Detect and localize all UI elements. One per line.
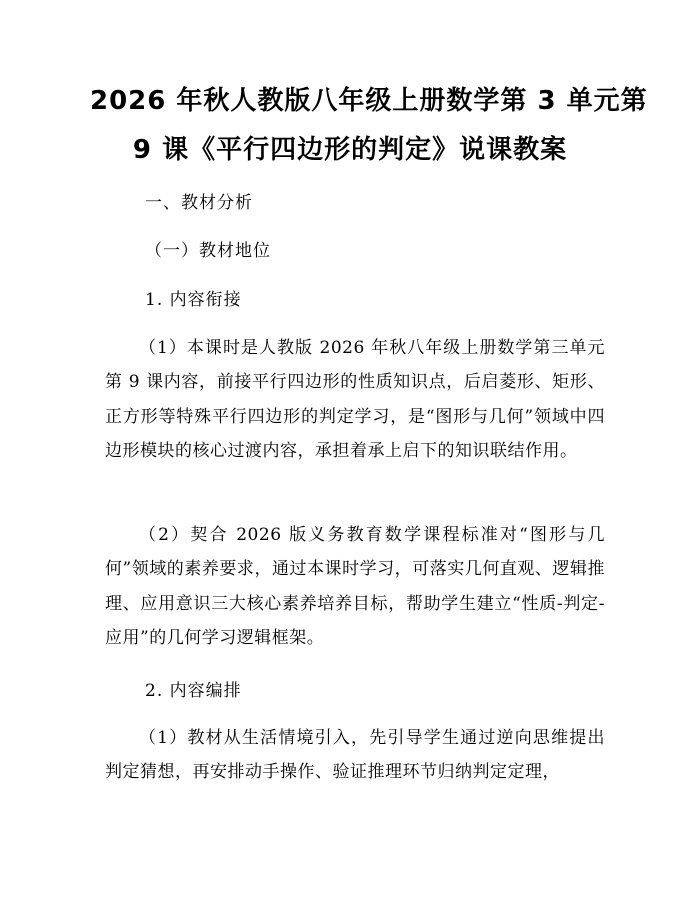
document-title-line-2: 9 课《平行四边形的判定》说课教案 (132, 135, 568, 165)
item-heading-content-arrangement: 2. 内容编排 (145, 681, 242, 701)
paragraph-2: （2）契合 2026 版义务教育数学课程标准对“图形与几何”领域的素养要求，通过本课时学习，可落实几何直观、逻辑推理、应用意识三大核心素养培养目标，帮助学生建立“性质-判定-应用”的几何学习逻辑框架。 (105, 525, 605, 649)
section-heading-textbook-analysis: 一、教材分析 (145, 193, 253, 213)
item-heading-content-connection: 1. 内容衔接 (145, 290, 242, 310)
subsection-heading-textbook-status: （一）教材地位 (145, 241, 271, 261)
paragraph-3: （1）教材从生活情境引入，先引导学生通过逆向思维提出判定猜想，再安排动手操作、验证推理环节归纳判定定理， (105, 728, 605, 783)
paragraph-1: （1）本课时是人教版 2026 年秋八年级上册数学第三单元第 9 课内容，前接平行四边形的性质知识点，后启菱形、矩形、正方形等特殊平行四边形的判定学习，是“图形与几何”领域中四边形模块的核心过渡内容，承担着承上启下的知识联结作用。 (105, 338, 605, 462)
document-title-line-1: 2026 年秋人教版八年级上册数学第 3 单元第 (90, 86, 648, 116)
